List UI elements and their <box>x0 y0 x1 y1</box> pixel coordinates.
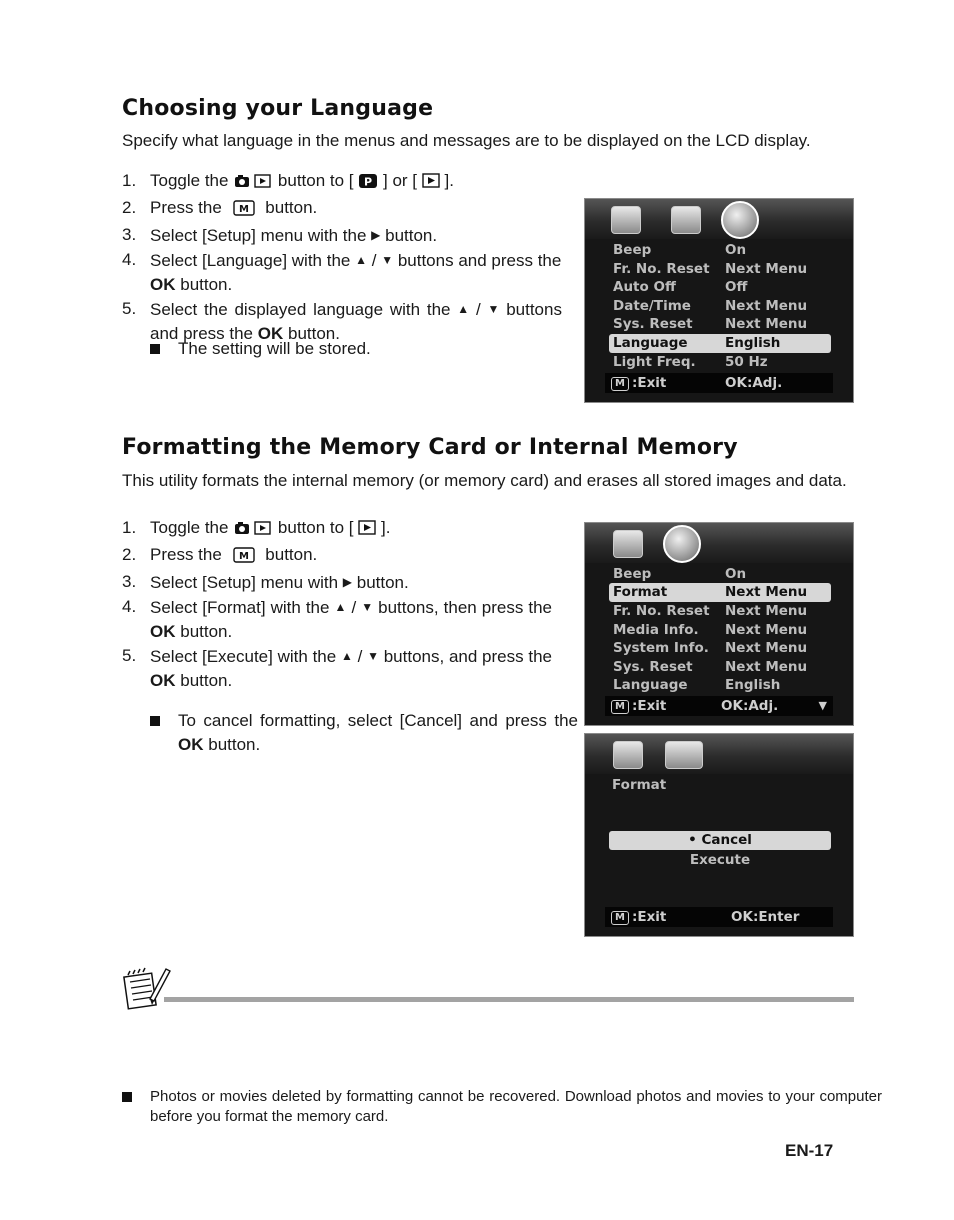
right-arrow-icon: ▶ <box>371 228 381 242</box>
format-steps <box>122 516 552 693</box>
square-bullet-icon <box>150 716 160 726</box>
menu-key-icon: M <box>611 377 629 391</box>
step-item: 3. Select [Setup] menu with ▶ button. <box>122 572 409 592</box>
section-intro-format: This utility formats the internal memory (or memory card) and erases all stored images and data. <box>122 471 847 490</box>
square-bullet-icon <box>150 344 160 354</box>
step-item: 5. Select [Execute] with the ▲ / ▼ buttons, and press the OK button. <box>122 646 552 690</box>
lcd-row: Date/Time Next Menu <box>613 298 808 314</box>
menu-list-tab-icon <box>671 206 701 234</box>
right-arrow-icon: ▶ <box>342 575 353 589</box>
section-intro-language: Specify what language in the menus and messages are to be displayed on the LCD display. <box>122 131 811 150</box>
lcd-row: Auto Off Off <box>613 279 748 295</box>
lcd-footer: M :Exit OK:Adj. <box>605 373 833 393</box>
lcd-option: Execute <box>689 852 751 868</box>
lcd-row-selected: Format Next Menu <box>609 583 831 602</box>
up-arrow-icon: ▲ <box>334 600 347 614</box>
down-arrow-icon: ▼ <box>487 302 500 316</box>
camera-tab-icon <box>611 206 641 234</box>
lcd-row: Fr. No. Reset Next Menu <box>613 603 808 619</box>
setup-wrench-tab-icon <box>663 525 701 563</box>
step-item: 4. Select [Format] with the ▲ / ▼ buttons, then press the OK button. <box>122 597 552 641</box>
menu-key-icon: M <box>611 911 629 925</box>
note-divider <box>164 997 854 1002</box>
lcd-option-selected: • Cancel <box>609 831 831 850</box>
step-item: 3. Select [Setup] menu with the ▶ button. <box>122 225 438 245</box>
lcd-footer: M :Exit OK:Enter <box>605 907 833 927</box>
lcd-screen-format-confirm <box>584 733 854 937</box>
playback-tab-icon <box>613 530 643 558</box>
playback-icon <box>358 519 376 543</box>
setup-wrench-tab-icon <box>721 201 759 239</box>
language-steps <box>122 169 562 346</box>
lcd-row: Sys. Reset Next Menu <box>613 316 808 332</box>
playback-icon <box>422 172 440 196</box>
up-arrow-icon: ▲ <box>457 302 470 316</box>
menu-button-icon <box>233 199 255 223</box>
lcd-footer: M :Exit OK:Adj. ▼ <box>605 696 833 716</box>
step-item: 1. Toggle the button to [ ]. <box>122 516 552 543</box>
lcd-row: Language English <box>613 677 781 693</box>
up-arrow-icon: ▲ <box>355 253 367 267</box>
down-arrow-icon: ▼ <box>381 253 394 267</box>
lcd-screen-setup-language <box>584 198 854 403</box>
down-arrow-icon: ▼ <box>367 649 379 663</box>
step-item: 1. Toggle the button to [ P ] or [ ]. <box>122 169 562 196</box>
program-mode-icon <box>358 172 378 196</box>
lcd-row: Media Info. Next Menu <box>613 622 808 638</box>
svg-text:M: M <box>238 204 249 215</box>
scroll-down-icon: ▼ <box>818 699 827 712</box>
svg-text:P: P <box>364 175 373 189</box>
notepad-pencil-icon <box>120 965 172 1018</box>
setup-wrench-tab-icon <box>665 741 703 769</box>
lcd-screen-setup-format <box>584 522 854 726</box>
lcd-row: System Info. Next Menu <box>613 640 808 656</box>
svg-text:M: M <box>238 551 249 562</box>
lcd-row: Fr. No. Reset Next Menu <box>613 261 808 277</box>
menu-button-icon <box>233 546 255 570</box>
lcd-row: Beep On <box>613 566 747 582</box>
section-title-format: Formatting the Memory Card or Internal Memory <box>122 435 738 460</box>
camera-playback-toggle-icon <box>233 519 273 543</box>
lcd-row: Beep On <box>613 242 747 258</box>
square-bullet-icon <box>122 1092 132 1102</box>
camera-playback-toggle-icon <box>233 172 273 196</box>
section-title-language: Choosing your Language <box>122 96 434 121</box>
page-number: EN-17 <box>785 1141 834 1160</box>
lcd-row: Light Freq. 50 Hz <box>613 354 768 370</box>
playback-tab-icon <box>613 741 643 769</box>
lcd-row: Sys. Reset Next Menu <box>613 659 808 675</box>
bullet-note: To cancel formatting, select [Cancel] and press the OK button. <box>150 709 578 757</box>
step-item: 5. Select the displayed language with the ▲ / ▼ buttons and press the OK button. <box>122 299 562 343</box>
lcd-heading: Format <box>612 777 667 793</box>
up-arrow-icon: ▲ <box>340 649 353 663</box>
lcd-row-selected: Language English <box>609 334 831 353</box>
down-arrow-icon: ▼ <box>361 600 374 614</box>
step-item: 4. Select [Language] with the ▲ / ▼ buttons and press the OK button. <box>122 250 562 294</box>
menu-key-icon: M <box>611 700 629 714</box>
step-item: 2. Press the M button. <box>122 196 562 223</box>
bullet-note: The setting will be stored. <box>150 337 588 361</box>
note-text: Photos or movies deleted by formatting cannot be recovered. Download photos and movies to your computer before you format the memory card. <box>122 1087 882 1127</box>
step-item: 2. Press the M button. <box>122 543 552 570</box>
